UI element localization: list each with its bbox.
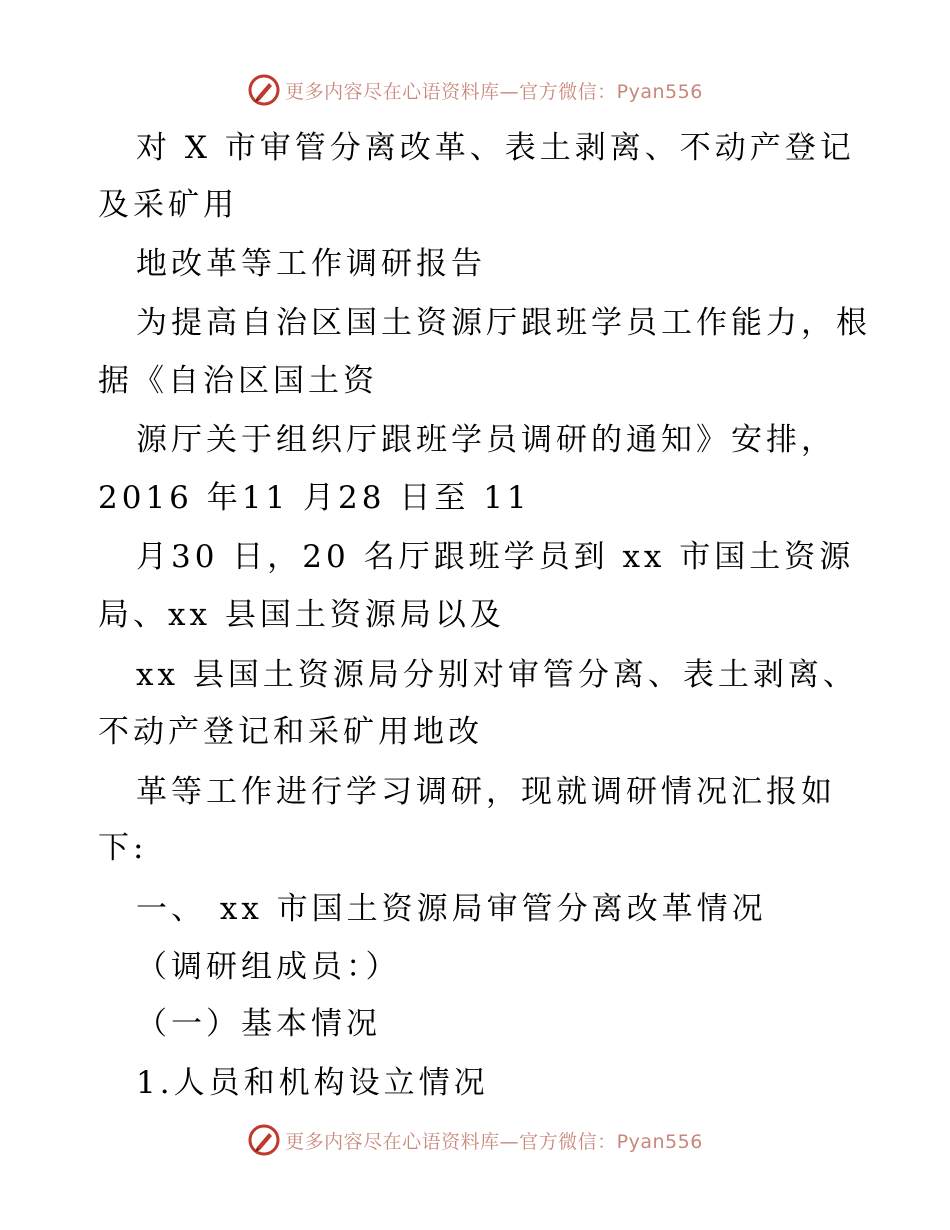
footer-banner — [0, 1120, 950, 1160]
text-line: 对 X 市审管分离改革、表土剥离、不动产登记 — [136, 130, 855, 166]
footer-banner-text: 更多内容尽在心语资料库—官方微信：Pyan556 — [285, 1130, 703, 1153]
header-banner-text: 更多内容尽在心语资料库—官方微信：Pyan556 — [285, 80, 703, 103]
text-line: 不动产登记和采矿用地改 — [98, 714, 483, 750]
text-line: 局、xx 县国土资源局以及 — [98, 597, 505, 633]
text-line: （调研组成员：） — [136, 949, 401, 985]
text-line: 下: — [98, 830, 148, 866]
text-line: 及采矿用 — [98, 187, 238, 223]
text-line: 为提高自治区国土资源厅跟班学员工作能力，根 — [136, 305, 871, 341]
subsection-heading: （一）基本情况 — [136, 1006, 381, 1042]
item-heading: 1.人员和机构设立情况 — [136, 1065, 489, 1101]
text-line: 月30 日，20 名厅跟班学员到 xx 市国土资源 — [136, 539, 855, 575]
text-line: xx 县国土资源局分别对审管分离、表土剥离、 — [136, 657, 858, 693]
text-line: 地改革等工作调研报告 — [136, 246, 486, 282]
pen-logo-icon — [247, 73, 281, 107]
text-line: 2016 年11 月28 日至 11 — [98, 480, 531, 516]
text-line: 革等工作进行学习调研，现就调研情况汇报如 — [136, 774, 836, 810]
text-line: 源厅关于组织厅跟班学员调研的通知》安排， — [136, 422, 836, 458]
text-line: 据《自治区国土资 — [98, 363, 378, 399]
pen-logo-icon — [247, 1123, 281, 1157]
header-banner — [0, 70, 950, 110]
section-heading: 一、 xx 市国土资源局审管分离改革情况 — [136, 891, 767, 927]
